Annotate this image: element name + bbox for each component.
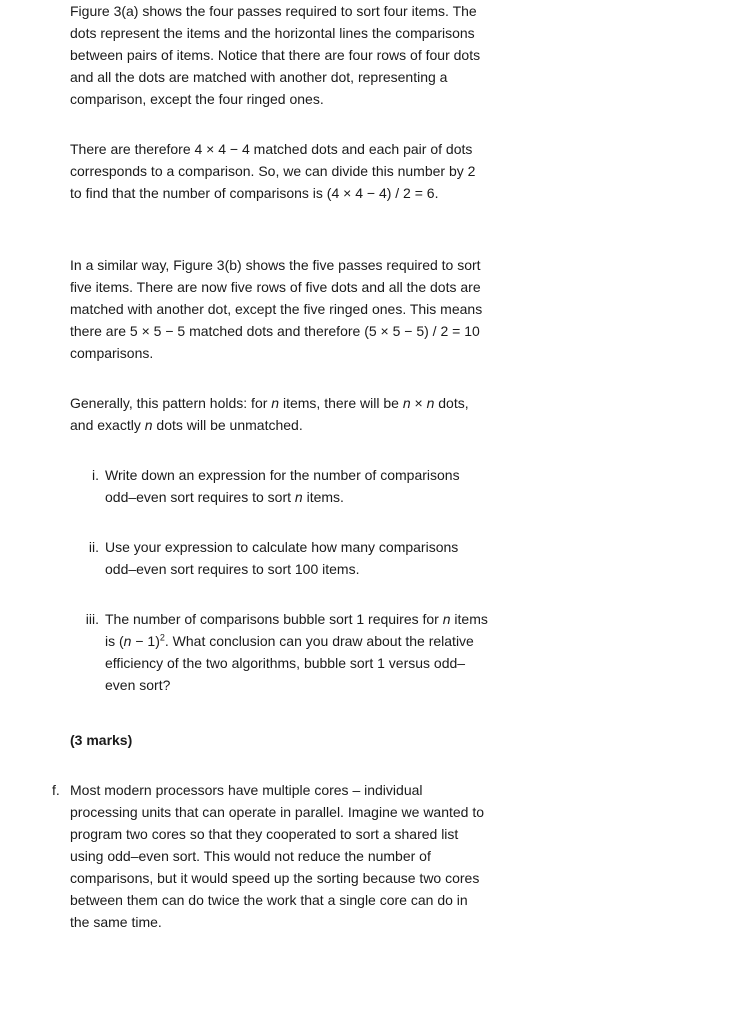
text-fragment: items, there will be (279, 395, 403, 411)
part-f-text: Most modern processors have multiple cores – individual processing units that can operate in parallel. Imagine we wanted to program two cores so that they cooperated to sort a shared list using odd–even sort. This would not reduce the number of comparisons, but it would speed up the sorting because two cores between them can do twice the work that a single core can do in the same time. (70, 782, 485, 930)
part-f (52, 779, 490, 933)
question-item-i (92, 464, 490, 508)
text-fragment: dots will be unmatched. (152, 417, 303, 433)
text-fragment: The number of comparisons bubble sort 1 requires for (105, 611, 443, 627)
question-text: Use your expression to calculate how many comparisons odd–even sort requires to sort 100 items. (105, 539, 459, 577)
text-fragment: × (410, 395, 427, 411)
question-item-ii (88, 536, 490, 580)
question-item-iii (85, 608, 490, 696)
variable-n: n (402, 395, 411, 411)
question-number: iii. (85, 611, 99, 627)
question-text (105, 464, 490, 508)
question-number: ii. (88, 539, 99, 555)
text-fragment: . What conclusion can you draw about the relative efficiency of the two algorithms, bubble sort 1 versus odd–even sort? (105, 633, 474, 693)
text-fragment: − 1) (131, 633, 160, 649)
text-fragment: Write down an expression for the number of comparisons odd–even sort requires to sort (105, 467, 460, 505)
text-fragment: Generally, this pattern holds: for (70, 395, 272, 411)
text-fragment: items is ( (105, 611, 488, 649)
exponent: 2 (159, 632, 165, 643)
variable-n: n (271, 395, 280, 411)
paragraph-matched-dots: There are therefore 4 × 4 − 4 matched dots and each pair of dots corresponds to a comparison. So, we can divide this number by 2 to find that the number of comparisons is (4 × 4 − 4) / 2 = 6. (70, 141, 476, 201)
text-fragment: items. (302, 489, 344, 505)
variable-n: n (144, 417, 153, 433)
variable-n: n (442, 611, 451, 627)
paragraph-figure-3b: In a similar way, Figure 3(b) shows the five passes required to sort five items. There are now five rows of five dots and all the dots are matched with another dot, except the five ringed ones. This means there are 5 × 5 − 5 matched dots and therefore (5 × 5 − 5) / 2 = 10 comparisons. (70, 257, 483, 361)
text-fragment: dots, and exactly (70, 395, 469, 433)
variable-n: n (123, 633, 132, 649)
question-text (105, 608, 490, 696)
marks-label: (3 marks) (70, 732, 133, 748)
paragraph-figure-3a: Figure 3(a) shows the four passes required to sort four items. The dots represent the items and the horizontal lines the comparisons between pairs of items. Notice that there are four rows of four dots and all the dots are matched with another dot, representing a comparison, except the four ringed ones. (70, 3, 481, 107)
question-number: i. (92, 467, 99, 483)
part-letter: f. (52, 782, 60, 798)
paragraph-general-pattern (70, 392, 490, 436)
variable-n: n (426, 395, 435, 411)
variable-n: n (294, 489, 303, 505)
